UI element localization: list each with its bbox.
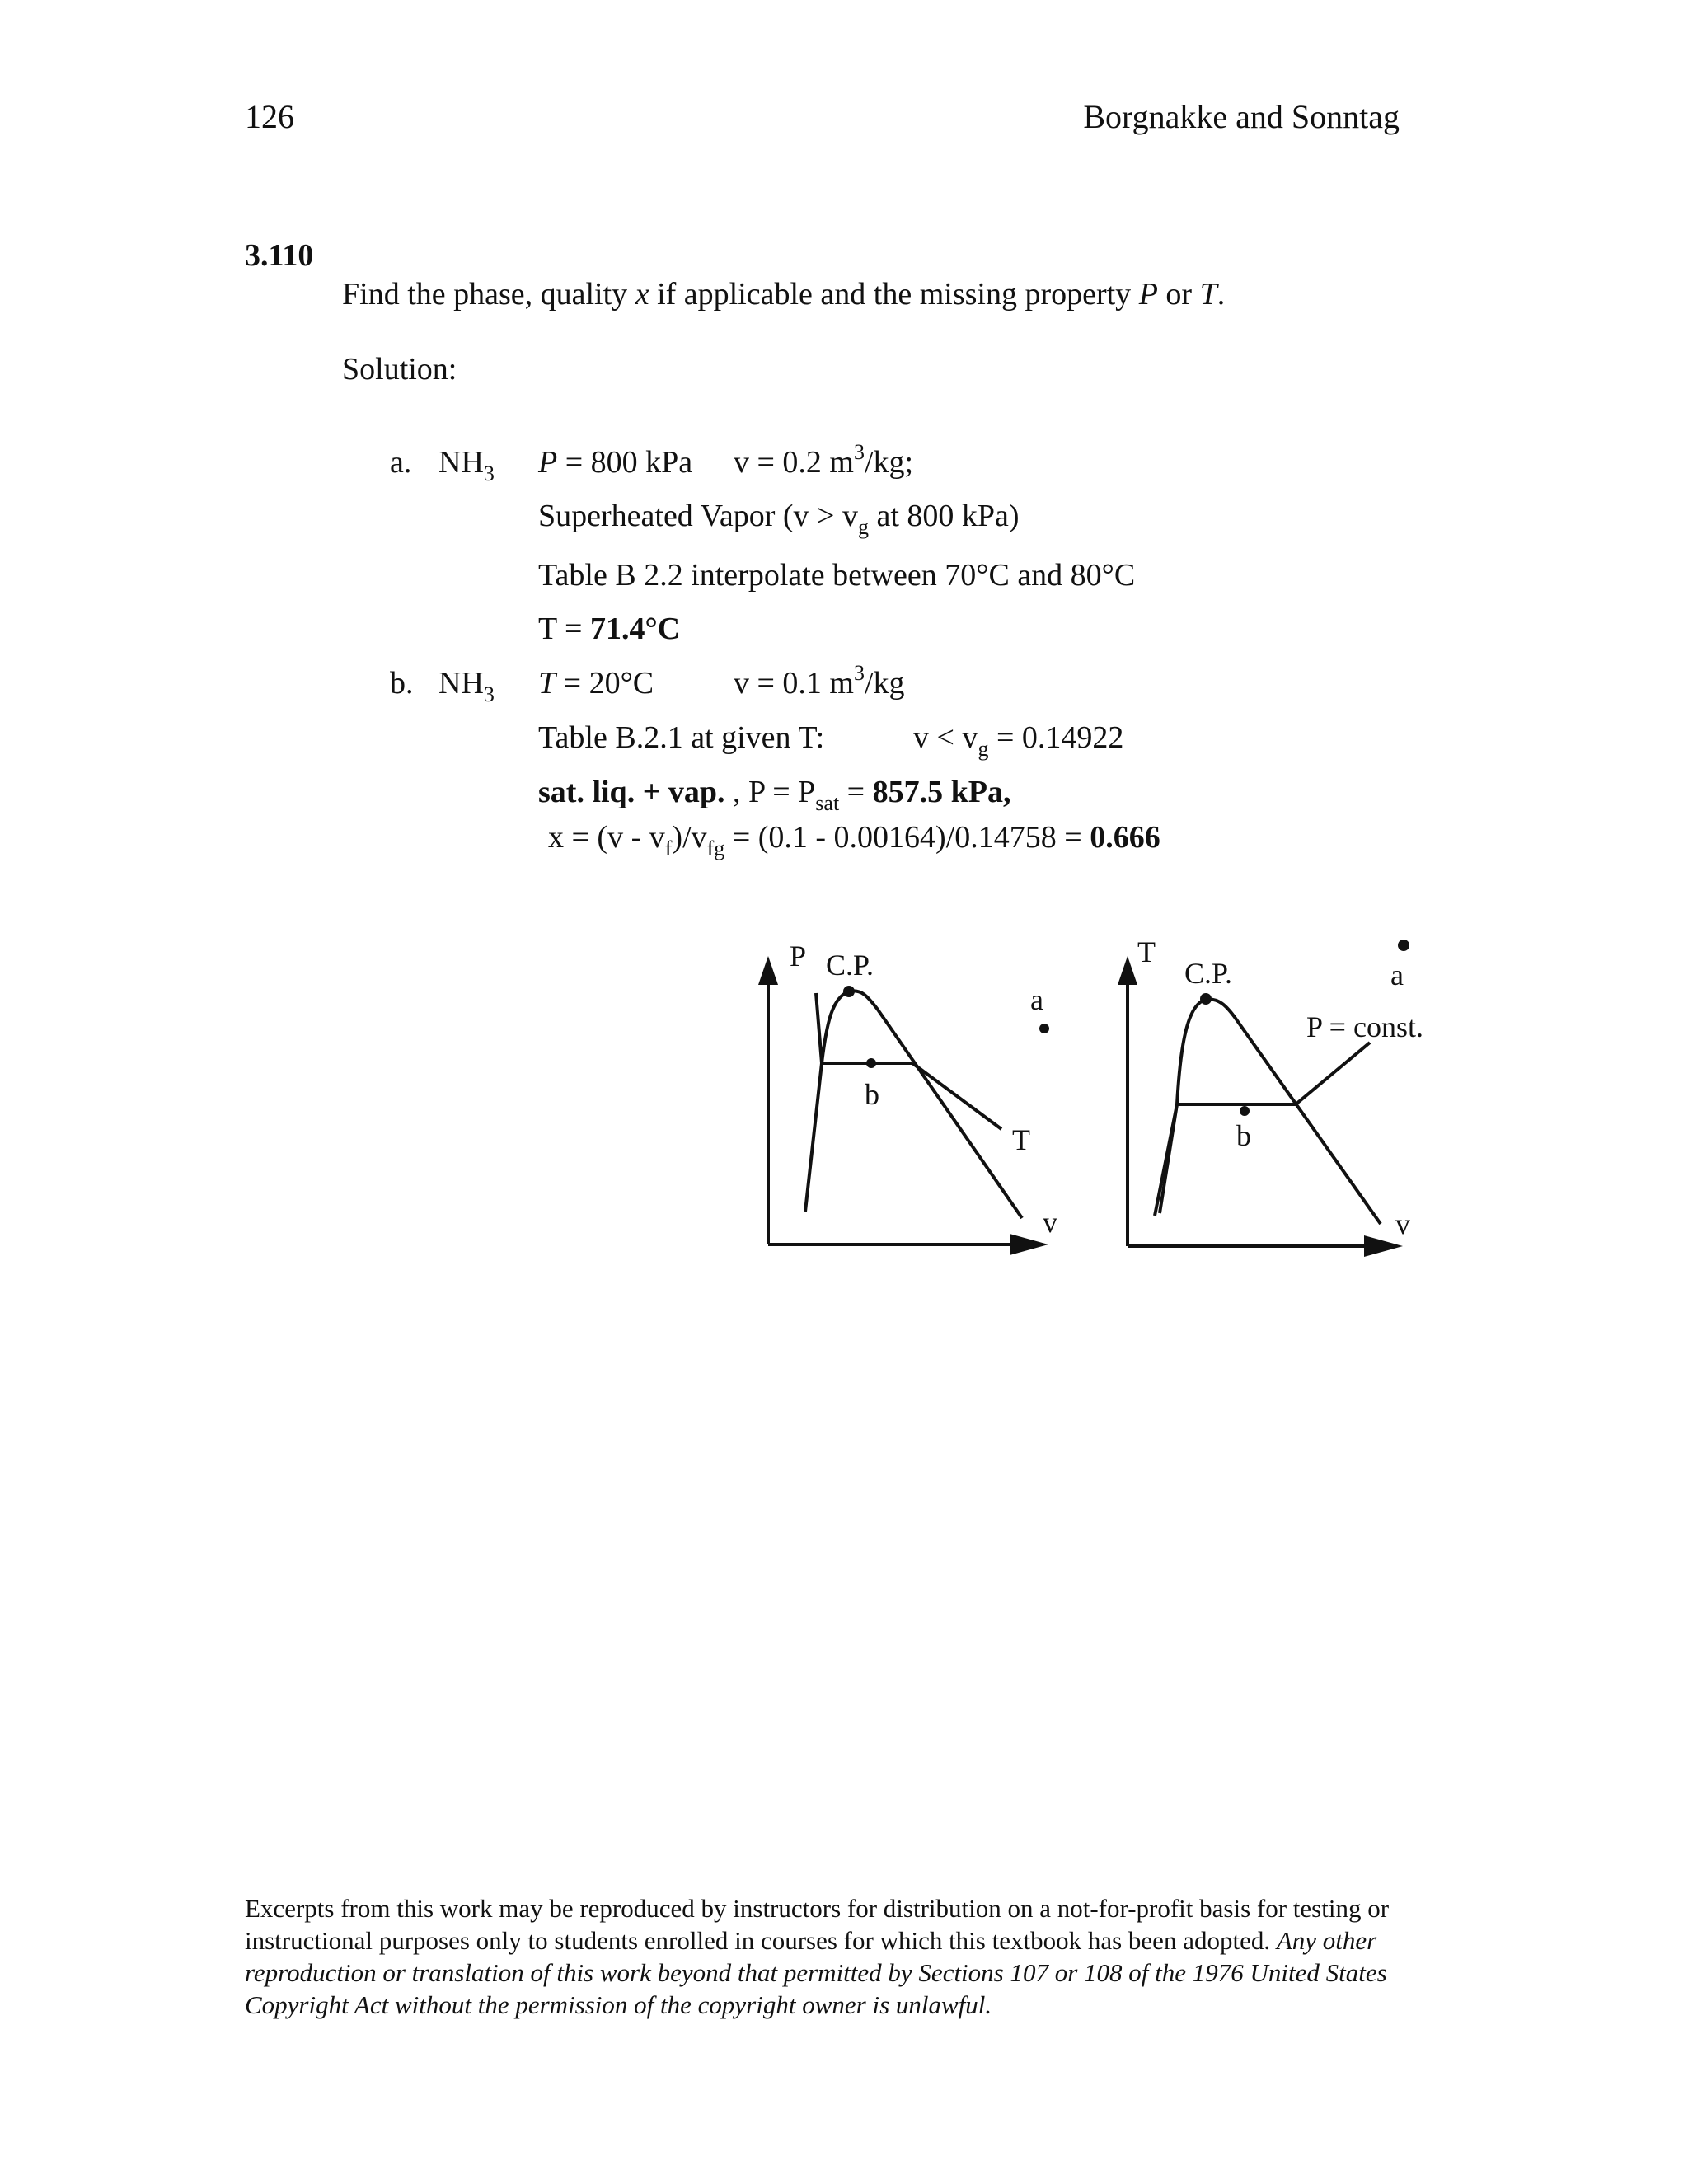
tv-critical-point-dot — [1200, 993, 1212, 1005]
page-number: 126 — [245, 98, 294, 135]
part-b-table-note: Table B.2.1 at given T: — [538, 720, 825, 755]
pv-y-axis-label: P — [790, 940, 807, 972]
tv-x-axis-label: v — [1395, 1207, 1410, 1240]
part-b-temperature: T = 20°C — [538, 666, 654, 701]
pv-diagram — [758, 956, 1048, 1255]
part-a-phase: Superheated Vapor ($v > v_g$ at 800 kPa) — [538, 499, 1020, 539]
tv-isobar-vapor — [1296, 1043, 1370, 1104]
part-b-quality: $x = (v - v_f)/v_{fg} = (0.1 - 0.00164)/0.14758 = 0.666$ — [548, 820, 1160, 860]
pv-isotherm-liquid — [816, 993, 822, 1063]
pv-critical-point-label: C.P. — [826, 949, 874, 982]
running-header-authors: Borgnakke and Sonntag — [1083, 98, 1400, 135]
part-a-table-note: Table B 2.2 interpolate between 70°C and 80°C — [538, 558, 1136, 593]
tv-y-axis-label: T — [1137, 935, 1156, 968]
tv-point-b-dot — [1240, 1106, 1250, 1116]
part-b-substance: $NH_3$ — [438, 666, 495, 706]
pv-point-b-label: b — [865, 1078, 879, 1111]
pv-x-axis-label: v — [1043, 1206, 1057, 1239]
tv-y-arrowhead — [1118, 956, 1137, 985]
part-a-pressure: P = 800 kPa — [538, 445, 693, 480]
tv-isobar-liquid — [1155, 1104, 1177, 1216]
pv-point-a-dot — [1039, 1024, 1049, 1033]
tv-point-a-label: a — [1390, 958, 1404, 991]
pv-point-a-label: a — [1030, 983, 1043, 1016]
part-b-specific-volume: v = 0.1 $m^3/kg$ — [734, 661, 905, 701]
solution-label: Solution: — [342, 352, 457, 387]
pv-point-b-dot — [866, 1058, 876, 1068]
part-b-vg-comparison: $v < v_g = 0.14922$ — [913, 720, 1124, 761]
part-a-label: a. — [390, 445, 412, 480]
part-b-phase-pressure: sat. liq. + vap. , $P = P_{sat} = 857.5$ kPa, — [538, 775, 1011, 815]
part-b-label: b. — [390, 666, 414, 701]
part-a-specific-volume: v = 0.2 $m^3/kg$; — [734, 440, 914, 480]
tv-point-a-dot — [1398, 940, 1409, 951]
pv-y-arrowhead — [758, 956, 778, 985]
pv-critical-point-dot — [843, 986, 855, 997]
part-a-substance: $NH_3$ — [438, 445, 495, 485]
tv-critical-point-label: C.P. — [1184, 957, 1233, 990]
tv-point-b-label: b — [1236, 1119, 1251, 1152]
pv-isotherm-vapor — [912, 1063, 1001, 1129]
tv-diagram — [1118, 956, 1403, 1257]
copyright-notice: Excerpts from this work may be reproduced by instructors for distribution on a not-for-profit basis for testing or instructional purposes only to students enrolled in courses for which this textbook has been adopted. Any other reproduction or translation of this work beyond that permitted by Sections 107 or 108 of the 1976 United States Copyright Act without the permission of the copyright owner is unlawful. — [245, 1894, 1390, 2019]
pv-isotherm-label: T — [1012, 1123, 1030, 1156]
tv-isobar-label: P = const. — [1306, 1010, 1423, 1043]
problem-number: 3.110 — [245, 238, 314, 273]
part-a-result: T = 71.4°C — [538, 612, 681, 646]
pv-saturation-dome — [805, 991, 1022, 1218]
problem-prompt: Find the phase, quality x if applicable and the missing property P or T. — [342, 277, 1226, 312]
